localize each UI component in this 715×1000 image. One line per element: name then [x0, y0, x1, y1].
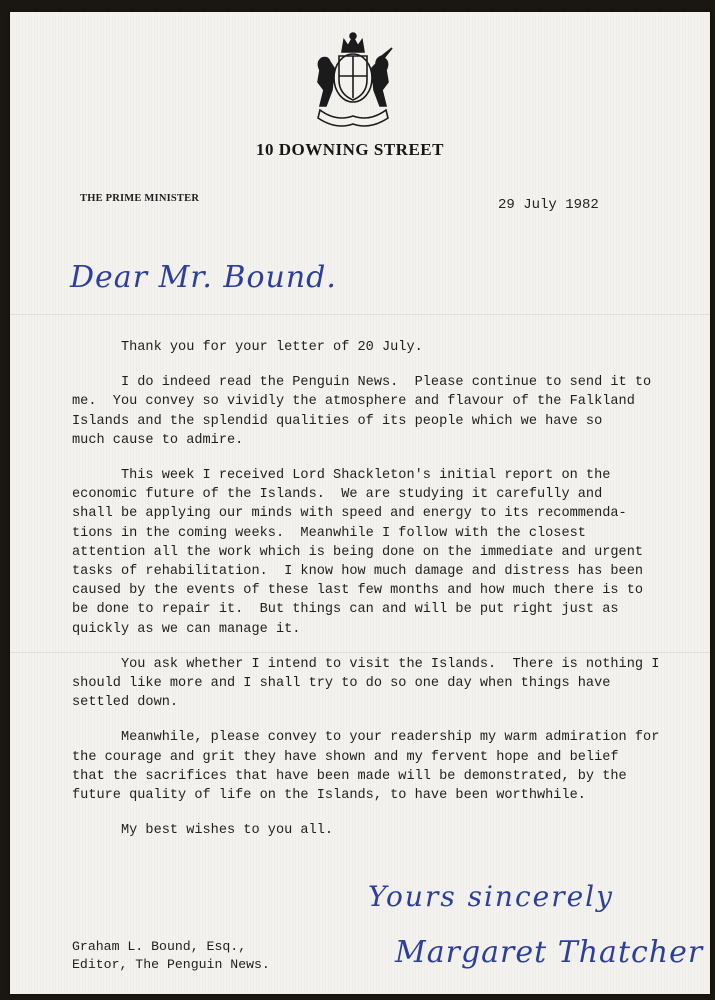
handwritten-signature: Margaret Thatcher — [395, 935, 704, 970]
handwritten-valediction: Yours sincerely — [368, 880, 614, 913]
sender-title: THE PRIME MINISTER — [80, 193, 200, 204]
letter-line: should like more and I shall try to do so one day when things have — [72, 676, 611, 692]
letter-paragraph — [72, 338, 692, 357]
letter-paragraph — [72, 728, 692, 805]
letter-line: My best wishes to you all. — [72, 823, 334, 839]
recipient-title: Editor, The Penguin News. — [72, 957, 270, 972]
letter-paragraph — [72, 373, 692, 450]
letter-line: shall be applying our minds with speed and energy to its recommenda- — [72, 506, 627, 522]
letter-line: be done to repair it. But things can and will be put right just as — [72, 602, 619, 618]
letter-line: Islands and the splendid qualities of its people which we have so — [72, 413, 603, 429]
letter-line: tions in the coming weeks. Meanwhile I follow with the closest — [72, 525, 586, 541]
letter-date: 29 July 1982 — [498, 197, 599, 213]
recipient-block — [72, 938, 270, 974]
letter-line: me. You convey so vividly the atmosphere and flavour of the Falkland — [72, 394, 635, 410]
letter-line: that the sacrifices that have been made will be demonstrated, by the — [72, 768, 627, 784]
letter-line: Meanwhile, please convey to your readership my warm admiration for — [72, 730, 660, 746]
letter-line: You ask whether I intend to visit the Islands. There is nothing I — [72, 656, 660, 672]
letter-paragraph — [72, 821, 692, 840]
letter-line: quickly as we can manage it. — [72, 621, 301, 637]
letter-line: the courage and grit they have shown and my fervent hope and belief — [72, 749, 619, 765]
royal-coat-of-arms-icon — [306, 32, 400, 132]
letter-line: economic future of the Islands. We are studying it carefully and — [72, 487, 603, 503]
letter-line: attention all the work which is being done on the immediate and urgent — [72, 544, 644, 560]
letter-line: future quality of life on the Islands, to have been worthwhile. — [72, 788, 586, 804]
letter-line: Thank you for your letter of 20 July. — [72, 340, 423, 355]
letter-body — [72, 338, 692, 856]
letter-line: This week I received Lord Shackleton's initial report on the — [72, 468, 611, 484]
letter-line: settled down. — [72, 695, 179, 711]
handwritten-salutation: Dear Mr. Bound. — [70, 260, 337, 295]
letter-line: much cause to admire. — [72, 432, 244, 448]
letter-line: caused by the events of these last few months and how much there is to — [72, 583, 644, 599]
paper-fold — [10, 314, 710, 315]
letter-paragraph — [72, 655, 692, 713]
letter-paragraph — [72, 466, 692, 639]
letter-line: I do indeed read the Penguin News. Please continue to send it to — [72, 375, 652, 391]
letterhead-address: 10 DOWNING STREET — [256, 140, 444, 159]
recipient-name: Graham L. Bound, Esq., — [72, 939, 247, 954]
letter-line: tasks of rehabilitation. I know how much damage and distress has been — [72, 564, 644, 580]
